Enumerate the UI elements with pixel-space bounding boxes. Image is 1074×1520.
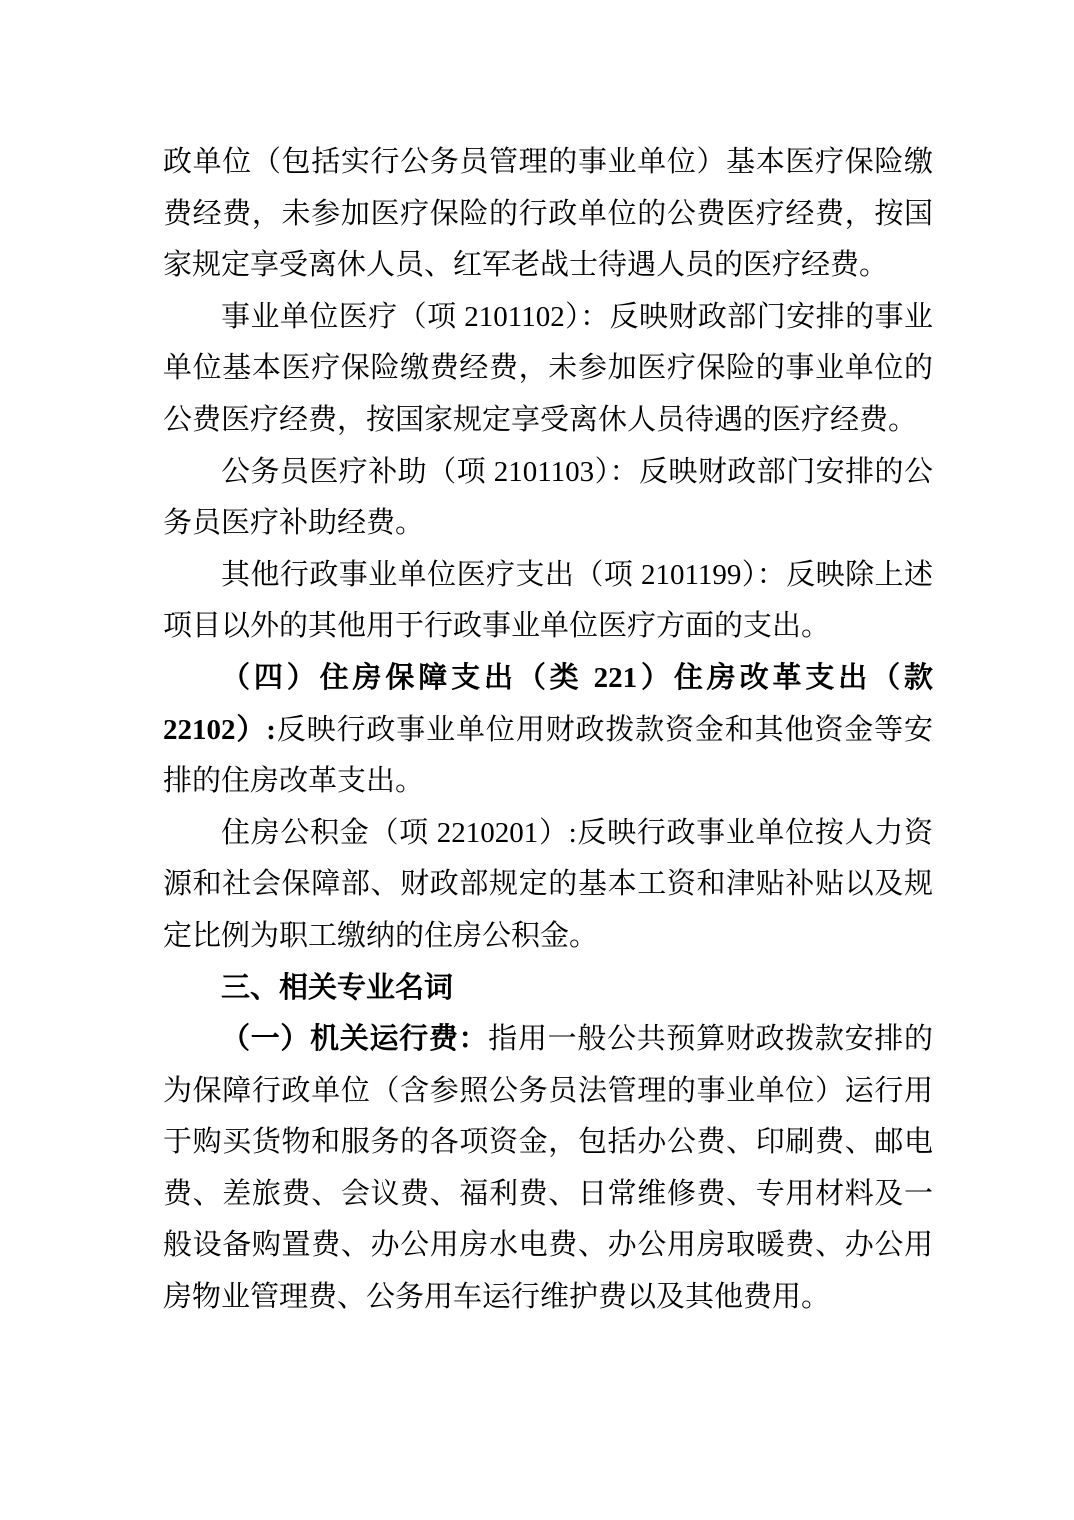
paragraph-institution-medical-2101102: 事业单位医疗（项 2101102）：反映财政部门安排的事业单位基本医疗保险缴费经费，未参加医疗保险的事业单位的公费医疗经费，按国家规定享受离休人员待遇的医疗经费。	[163, 300, 933, 436]
paragraph-housing-security-expenditure	[163, 653, 933, 808]
housing-security-body-text: 反映行政事业单位用财政拨款资金和其他资金等安排的住房改革支出。	[163, 713, 933, 798]
section-heading-related-terms: 三、相关专业名词	[221, 971, 454, 1004]
paragraph-other-admin-medical-2101199: 其他行政事业单位医疗支出（项 2101199）：反映除上述项目以外的其他用于行政事业单位医疗方面的支出。	[163, 558, 933, 643]
housing-security-bold-lead: （四）住房保障支出（类 221）住房改革支出（款 22102）:	[163, 661, 933, 746]
text-block	[163, 137, 933, 1324]
agency-operating-cost-bold-lead: （一）机关运行费：	[221, 1023, 489, 1056]
paragraph-housing-fund-2210201: 住房公积金（项 2210201）:反映行政事业单位按人力资源和社会保障部、财政部规定的基本工资和津贴补贴以及规定比例为职工缴纳的住房公积金。	[163, 816, 933, 952]
paragraph-agency-operating-cost	[163, 1014, 933, 1324]
agency-operating-cost-body-text: 指用一般公共预算财政拨款安排的为保障行政单位（含参照公务员法管理的事业单位）运行用于购买货物和服务的各项资金，包括办公费、印刷费、邮电费、差旅费、会议费、福利费、日常维修费、专用材料及一般设备购置费、办公用房水电费、办公用房取暖费、办公用房物业管理费、公务用车运行维护费以及其他费用。	[163, 1023, 933, 1314]
paragraph-civil-servant-medical-subsidy-2101103: 公务员医疗补助（项 2101103）：反映财政部门安排的公务员医疗补助经费。	[163, 455, 933, 540]
paragraph-admin-unit-medical-continuation: 政单位（包括实行公务员管理的事业单位）基本医疗保险缴费经费，未参加医疗保险的行政单位的公费医疗经费，按国家规定享受离休人员、红军老战士待遇人员的医疗经费。	[163, 146, 933, 282]
